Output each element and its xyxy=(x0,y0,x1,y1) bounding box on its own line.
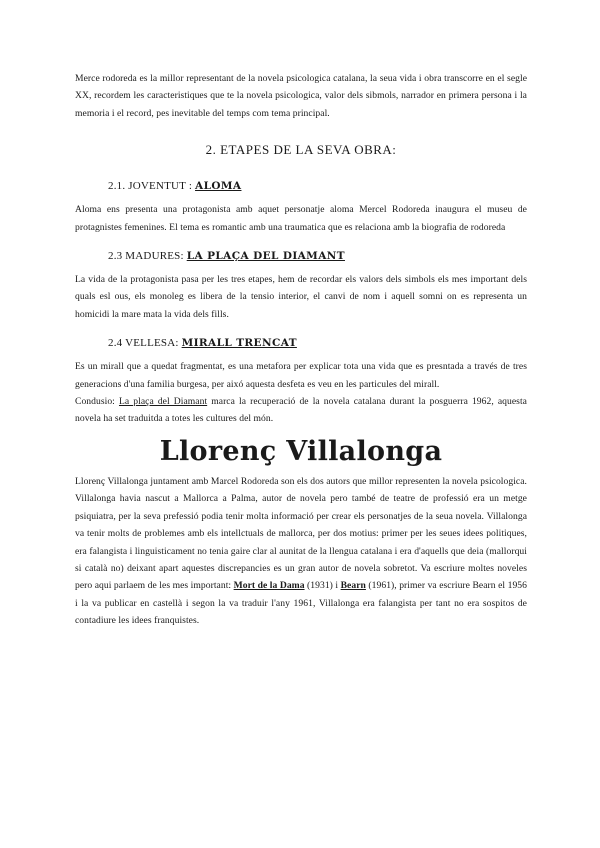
stage-work-title: LA PLAÇA DEL DIAMANT xyxy=(186,250,345,263)
stage-label: 2.1. JOVENTUT : xyxy=(108,180,196,193)
stage-paragraph-vellesa: Es un mirall que a quedat fragmentat, es una metafora per explicar tota una vida que es presntada a través de tres generacions d'una familia burgesa, per aixó aquesta desfeta es veu en les particules del mirall. xyxy=(75,361,527,390)
conclusion-work: La plaça del Diamant xyxy=(118,396,208,408)
stage-heading-vellesa xyxy=(108,337,527,349)
villalonga-paragraph xyxy=(75,473,527,630)
stage-paragraph-joventut: Aloma ens presenta una protagonista amb aquet personatje aloma Mercel Rodoreda inaugura el museu de protagnistes femenines. El tema es romantic amb una traumatica que es relaciona amb la biografia de rodoreda xyxy=(75,204,527,233)
villalonga-text-before: Llorenç Villalonga juntament amb Marcel Rodoreda son els dos autors que millor representen la novela psicologica. Villalonga havia nascut a Mallorca a Palma, autor de novela pero també de teatre de professió era un metge psiquiatra, per la seva prefessió podia tenir molta informació per crear els personatjes de la seua novela. Villalonga va tenir molts de problemes amb els intellctuals de mallorca, per dos motius: primer per les seues idees politiques, era falangista i linguisticament no tenia gaire clar al aunitat de la llengua catalana i era d'aquells que deia (mallorqui si català no) deixant apart aquestes discrepancies es un gran autor de novela sobretot. Va escriure moltes noveles pero aqui parlaem de les mes important: xyxy=(75,475,527,592)
villalonga-text-after: (1961), primer va escriure Bearn el 1956 i la va publicar en castellà i segon la va traduir l'any 1961, Villalonga era falangista per tant no era sospitos de contadiure les idees franquistes. xyxy=(75,580,527,627)
stage-work-title: MIRALL TRENCAT xyxy=(181,337,297,350)
villalonga-title: Llorenç Villalonga xyxy=(159,435,443,467)
conclusion-rest: marca la recuperació de la novela catalana durant la posguerra 1962, aquesta novela ha set traduitda a totes les cultures del món. xyxy=(75,396,527,425)
stage-label: 2.3 MADURES: xyxy=(108,250,187,263)
conclusion-prefix: Condusio: xyxy=(75,396,119,408)
document-page xyxy=(75,70,527,630)
stage-heading-joventut xyxy=(108,180,527,192)
stage-heading-madures xyxy=(108,250,527,262)
conclusion-paragraph xyxy=(75,393,527,428)
stage-paragraph-madures: La vida de la protagonista pasa per les tres etapes, hem de recordar els valors dels simbols els mes important dels quals esl ous, els monoleg es libera de la tensio interior, el canvi de nom i aquell somni on es representa un homicidi la mare mata la vida dels fills. xyxy=(75,274,527,320)
villalonga-between: (1931) i xyxy=(304,580,341,592)
section-heading: 2. ETAPES DE LA SEVA OBRA: xyxy=(205,142,397,158)
stage-work-title: ALOMA xyxy=(195,180,242,193)
work-bearn: Bearn xyxy=(340,580,366,592)
stage-label: 2.4 VELLESA: xyxy=(108,337,182,350)
intro-paragraph: Merce rodoreda es la millor representant de la novela psicologica catalana, la seua vida i obra transcorre en el segle XX, recordem les caracteristiques que te la novela psicologica, valor dels sibmols, narrador en primera persona i la memoria i el record, pes inevitable del temps com tema principal. xyxy=(75,73,527,119)
work-mort-de-la-dama: Mort de la Dama xyxy=(233,580,305,592)
